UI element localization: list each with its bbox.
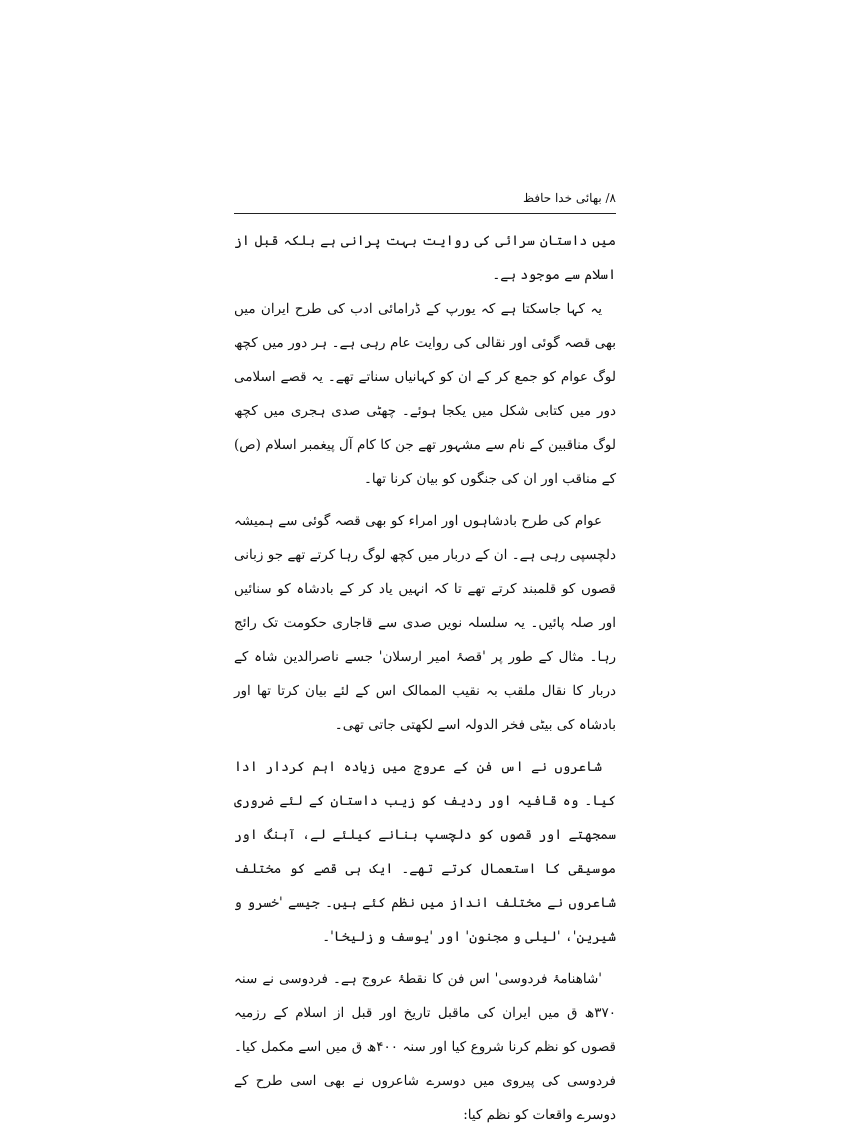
paragraph-2: یہ کہا جاسکتا ہے کہ یورپ کے ڈرامائی ادب کی طرح ایران میں بھی قصہ گوئی اور نقالی کی روایت عام رہی ہے۔ ہر دور میں کچھ لوگ عوام کو جمع کر کے ان کو کہانیاں سناتے تھے۔ یہ قصے اسلامی دور میں کتابی شکل میں یکجا ہوئے۔ چھٹی صدی ہجری میں کچھ لوگ مناقبین کے نام سے مشہور تھے جن کا کام آل پیغمبر اسلام (ص) کے مناقب اور ان کی جنگوں کو بیان کرنا تھا۔ [234, 301, 616, 487]
page-body [234, 224, 616, 1132]
running-header: ۸/ بھائی خدا حافظ [522, 191, 616, 205]
paragraph-5: 'شاھنامۂ فردوسی' اس فن کا نقطۂ عروج ہے۔ فردوسی نے سنہ ۳۷۰ھ ق میں ایران کی ماقبل تاریخ اور قبل از اسلام کے رزمیہ قصوں کو نظم کرنا شروع کیا اور سنہ ۴۰۰ھ ق میں اسے مکمل کیا۔ فردوسی کی پیروی میں دوسرے شاعروں نے بھی اسی طرح کے دوسرے واقعات کو نظم کیا: [234, 971, 616, 1123]
paragraph-gap [234, 496, 616, 504]
header-divider [234, 213, 616, 214]
paragraph-4: شاعروں نے اس فن کے عروج میں زیادہ اہم کردار ادا کیا۔ وہ قافیہ اور ردیف کو زیب داستان کے لئے ضروری سمجھتے اور قصوں کو دلچسپ بنانے کیلئے لے، آہنگ اور موسیقی کا استعمال کرتے تھے۔ ایک ہی قصے کو مختلف شاعروں نے مختلف انداز میں نظم کئے ہیں۔ جیسے 'خسرو و شیرین'، 'لیلی و مجنون' اور 'یوسف و زلیخا'۔ [234, 759, 616, 945]
paragraph-1: میں داستان سرائی کی روایت بہت پرانی ہے بلکہ قبل از اسلام سے موجود ہے۔ [234, 233, 616, 283]
paragraph-gap [234, 954, 616, 962]
paragraph-3: عوام کی طرح بادشاہوں اور امراء کو بھی قصہ گوئی سے ہمیشہ دلچسپی رہی ہے۔ ان کے دربار میں کچھ لوگ رہا کرتے تھے جو زبانی قصوں کو قلمبند کرتے تھے تا کہ انہیں یاد کر کے بادشاہ کو سنائیں اور صلہ پائیں۔ یہ سلسلہ نویں صدی سے قاجاری حکومت تک رائج رہا۔ مثال کے طور پر 'قصۂ امیر ارسلان' جسے ناصرالدین شاہ کے دربار کا نقال ملقب بہ نقیب الممالک اس کے لئے بیان کرتا تھا اور بادشاہ کی بیٹی فخر الدولہ اسے لکھتی جاتی تھی۔ [234, 513, 616, 733]
paragraph-gap [234, 742, 616, 750]
